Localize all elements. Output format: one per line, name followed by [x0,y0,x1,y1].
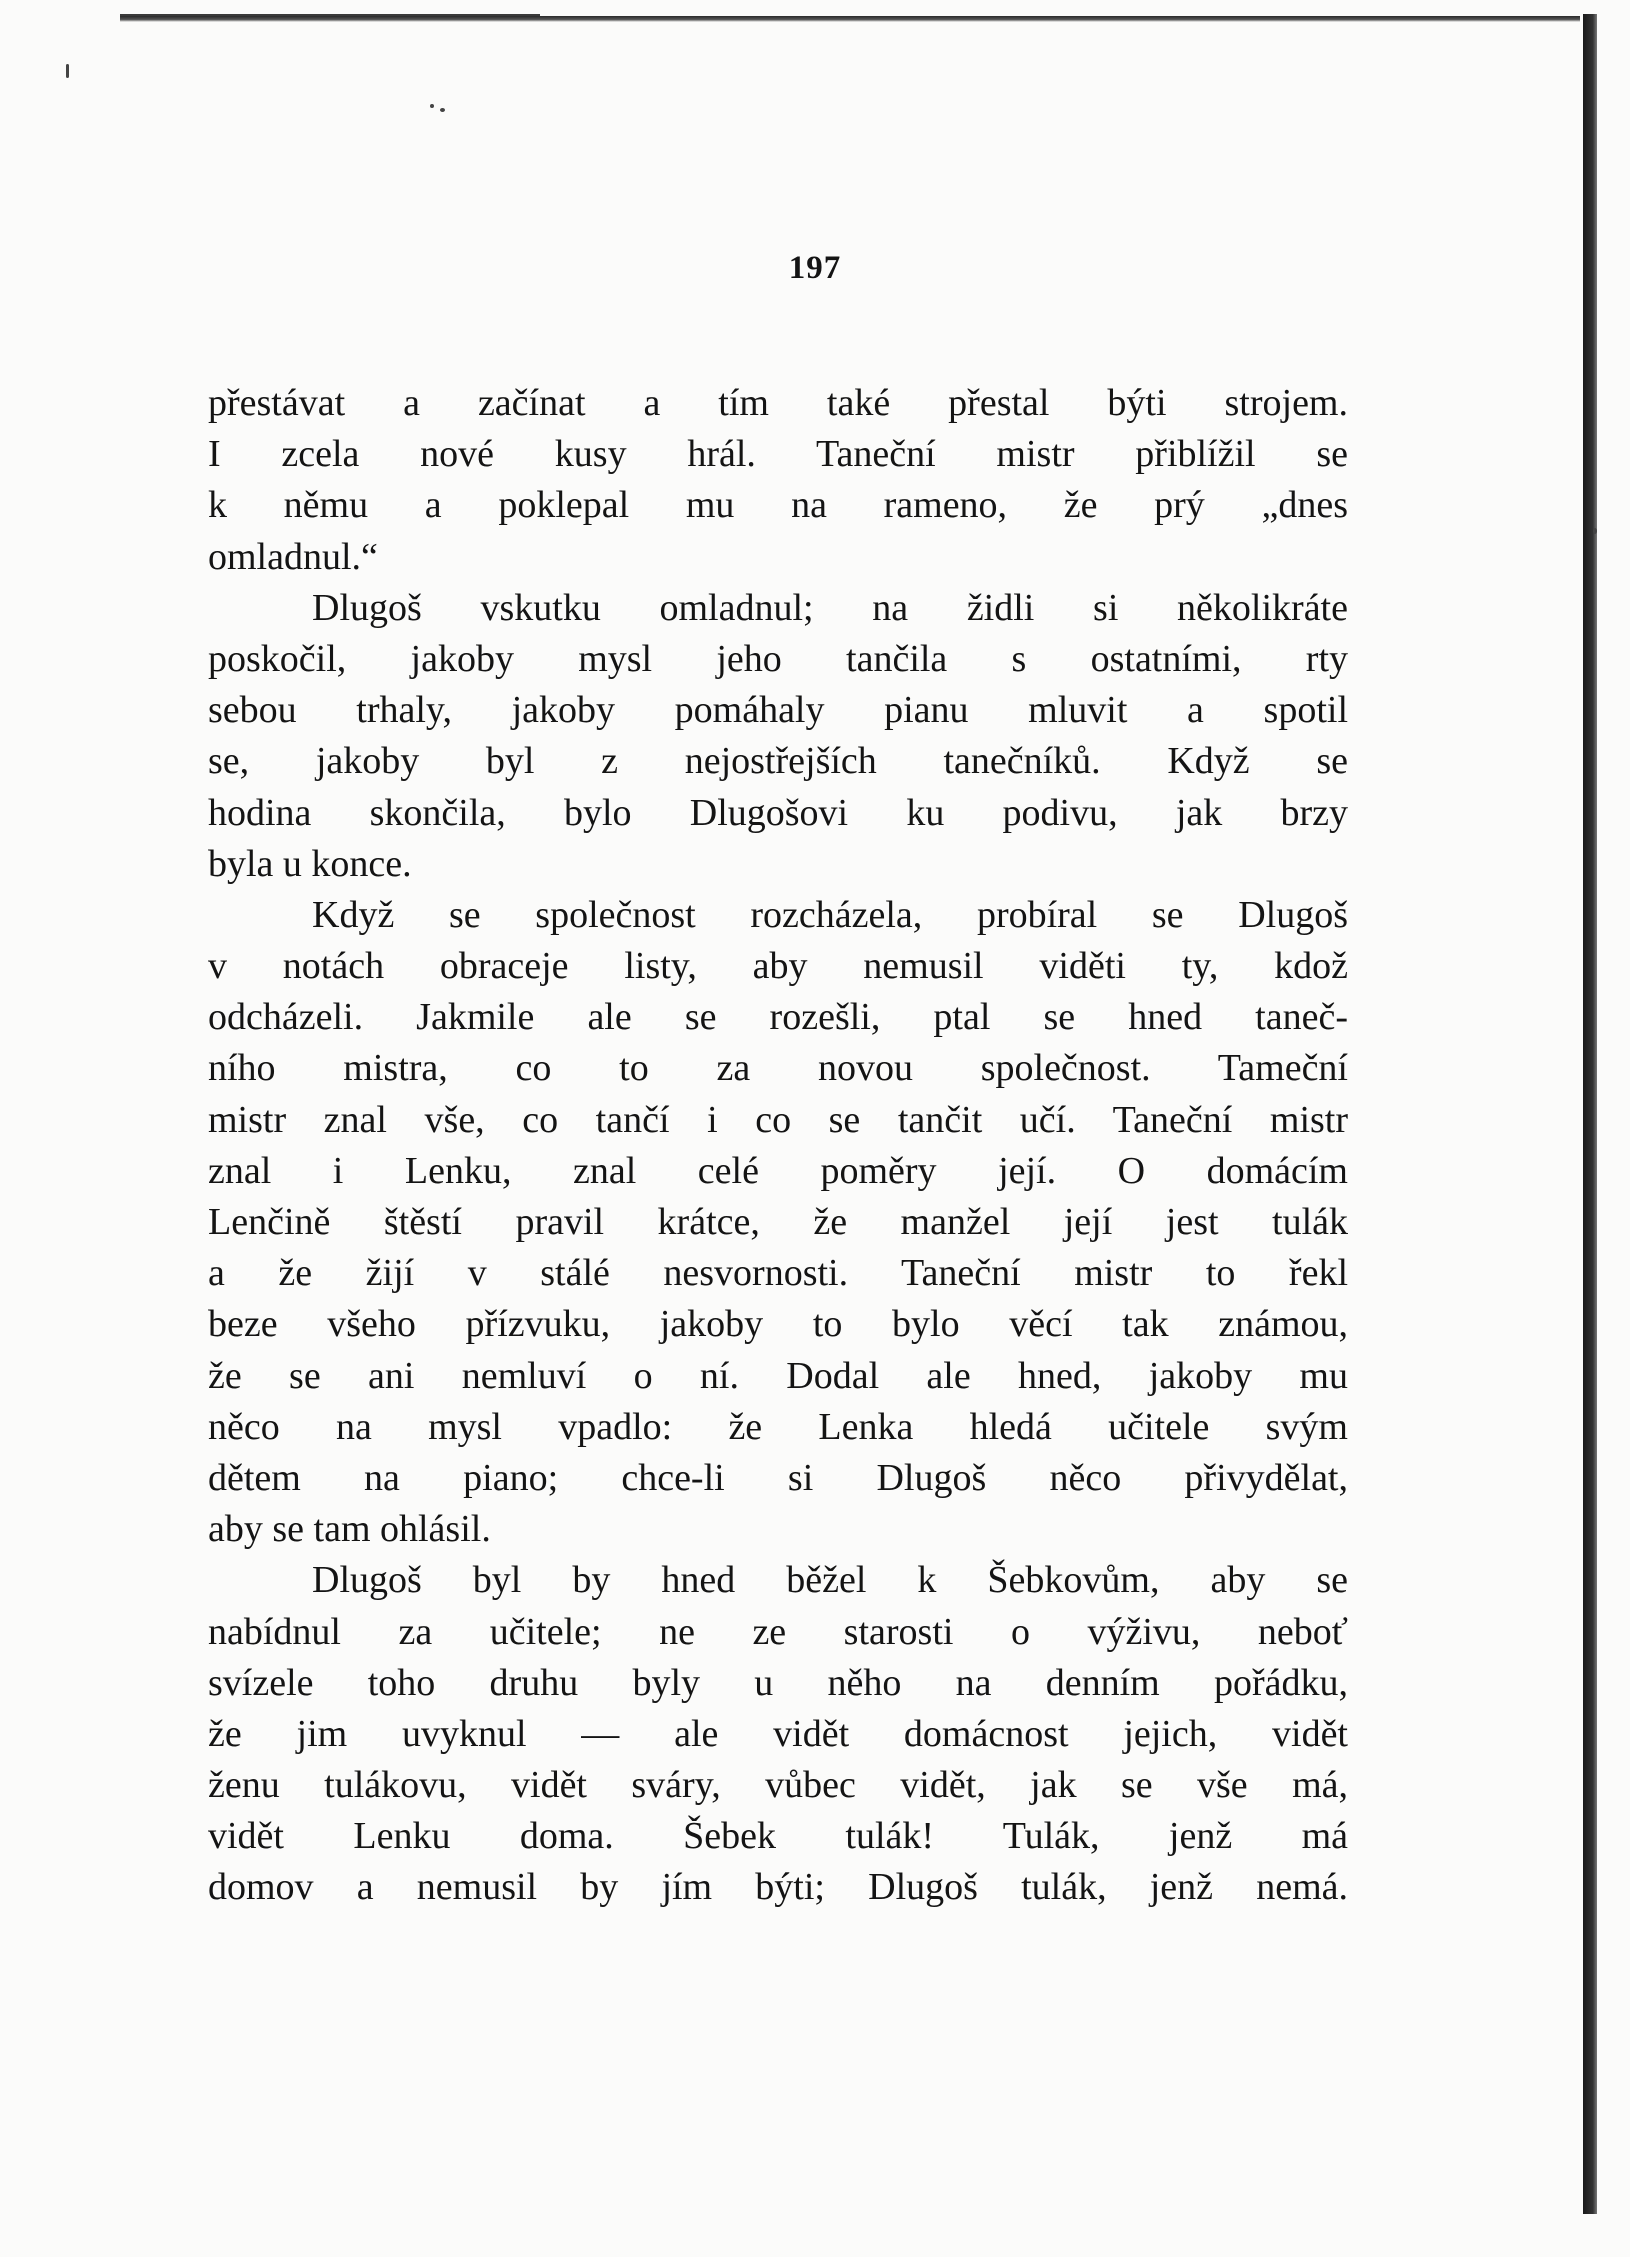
text-line: něco na mysl vpadlo: že Lenka hledá učitele svým [208,1405,1348,1448]
text-line: odcházeli. Jakmile ale se rozešli, ptal se hned taneč- [208,996,1348,1039]
text-line: Dlugoš vskutku omladnul; na židli si několikráte [312,586,1348,629]
text-line: aby se tam ohlásil. [208,1508,491,1551]
text-line: se, jakoby byl z nejostřejších tanečníků. Když se [208,740,1348,783]
text-line: I zcela nové kusy hrál. Taneční mistr přiblížil se [208,433,1348,476]
text-line: hodina skončila, bylo Dlugošovi ku podivu, jak brzy [208,791,1348,834]
text-line: že jim uvyknul — ale vidět domácnost jejich, vidět [208,1712,1348,1755]
text-line: k němu a poklepal mu na rameno, že prý „dnes [208,484,1348,527]
scan-edge-top [120,16,1580,22]
page-number: 197 [788,250,842,286]
text-line: ženu tulákovu, vidět sváry, vůbec vidět, jak se vše má, [208,1764,1348,1807]
text-line: Lenčině štěstí pravil krátce, že manžel její jest tulák [208,1201,1348,1243]
text-line: mistr znal vše, co tančí i co se tančit učí. Taneční mistr [208,1098,1348,1141]
text-line: znal i Lenku, znal celé poměry její. O domácím [208,1149,1348,1192]
body-text [208,378,1348,1914]
text-line: dětem na piano; chce-li si Dlugoš něco přivydělat, [208,1456,1348,1499]
text-line: byla u konce. [208,842,412,885]
text-line: Když se společnost rozcházela, probíral se Dlugoš [312,893,1348,936]
scan-edge-right [1583,14,1597,2214]
text-line: sebou trhaly, jakoby pomáhaly pianu mluvit a spotil [208,689,1348,732]
scan-speck [66,64,69,78]
text-line: přestávat a začínat a tím také přestal býti strojem. [208,382,1348,424]
text-line: nabídnul za učitele; ne ze starosti o výživu, neboť [208,1610,1348,1653]
text-line: ního mistra, co to za novou společnost. Tameční [208,1047,1348,1090]
scan-speck [440,108,445,112]
text-line: že se ani nemluví o ní. Dodal ale hned, jakoby mu [208,1354,1348,1397]
scan-speck [430,104,434,108]
text-line: beze všeho přízvuku, jakoby to bylo věcí tak známou, [208,1303,1348,1346]
text-line: poskočil, jakoby mysl jeho tančila s ostatními, rty [208,637,1348,680]
text-line: svízele toho druhu byly u něho na denním pořádku, [208,1661,1348,1704]
text-line: domov a nemusil by jím býti; Dlugoš tulák, jenž nemá. [208,1866,1348,1909]
text-line: v notách obraceje listy, aby nemusil viděti ty, kdož [208,945,1348,988]
text-line: omladnul.“ [208,535,378,578]
scan-speck [1593,528,1597,534]
text-line: Dlugoš byl by hned běžel k Šebkovům, aby se [312,1559,1348,1602]
text-line: a že žijí v stálé nesvornosti. Taneční mistr to řekl [208,1252,1348,1295]
text-line: vidět Lenku doma. Šebek tulák! Tulák, jenž má [208,1815,1348,1858]
